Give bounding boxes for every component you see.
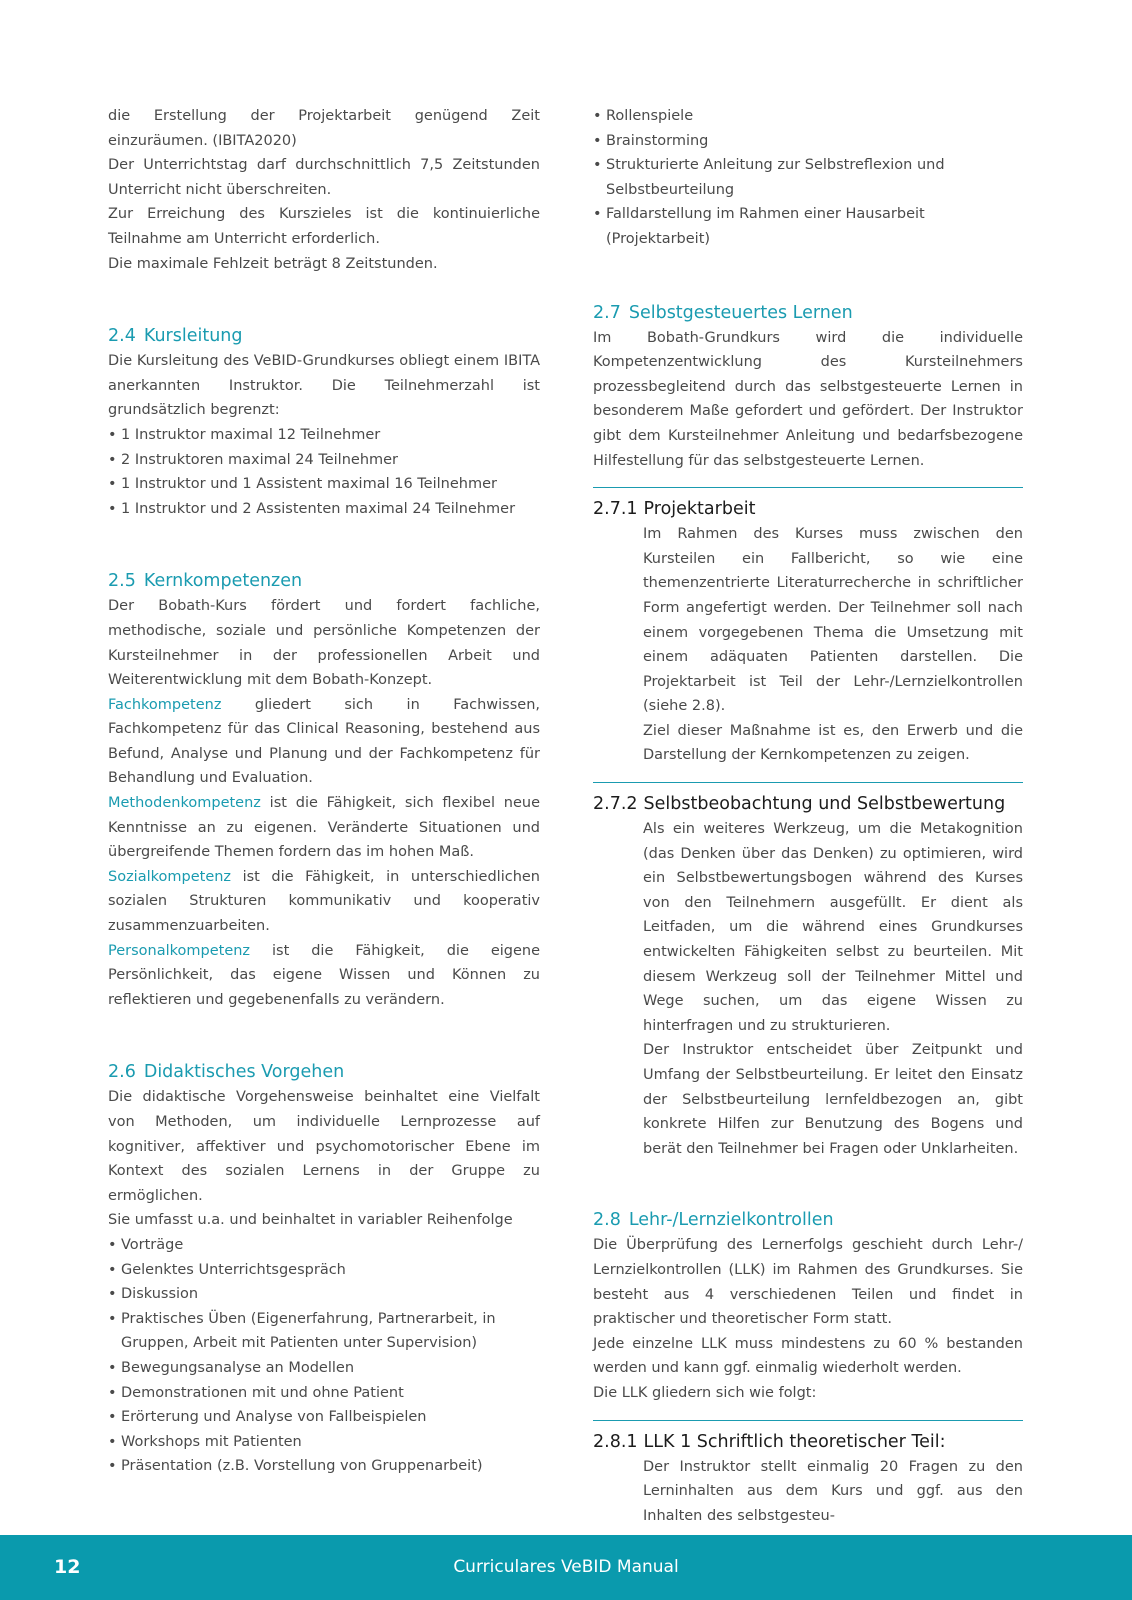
list-item: • Gelenktes Unterrichtsgespräch [108,1258,540,1283]
section-paragraph: Jede einzelne LLK muss mindestens zu 60 % bestanden werden und kann ggf. einmalig wiederholt werden. [593,1335,1023,1377]
keyword-methodenkompetenz: Methodenkompetenz [108,795,261,812]
keyword-fachkompetenz: Fachkompetenz [108,696,222,713]
section-paragraph: Im Rahmen des Kurses muss zwischen den Kursteilen ein Fallbericht, so wie eine themenzentrierte Literaturrecherche in schriftlicher Form angefertigt werden. Der Teilnehmer soll nach einem vorgegebenen Thema die Umsetzung mit einem adäquaten Patienten darstellen. Die Projektarbeit ist Teil der Lehr-/Lernzielkontrollen (siehe 2.8). [643,526,1023,715]
subsection-heading-2-7-1: 2.7.1 Projektarbeit [593,499,756,520]
list-item: • 1 Instruktor und 1 Assistent maximal 16 Teilnehmer [108,472,540,497]
page-number: 12 [54,1556,81,1578]
section-paragraph: Als ein weiteres Werkzeug, um die Metakognition (das Denken über das Denken) zu optimieren, wird ein Selbstbewertungsbogen während des Kurses von den Teilnehmern ausgefüllt. Er dient als Leitfaden, um die während eines Grundkurses entwickelten Fähigkeiten selbst zu beurteilen. Mit diesem Werkzeug soll der Teilnehmer Mittel und Wege suchen, um das eigene Wissen zu hinterfragen und zu strukturieren. [643,821,1023,1034]
list-item: • Brainstorming [593,129,1023,154]
competence-paragraph: Personalkompetenz ist die Fähigkeit, die eigene Persönlichkeit, das eigene Wissen und Können zu reflektieren und gegebenenfalls zu verändern. [108,942,540,1008]
intro-paragraph: Die maximale Fehlzeit beträgt 8 Zeitstunden. [108,255,438,272]
right-column [593,104,1023,1528]
keyword-personalkompetenz: Personalkompetenz [108,942,251,959]
subsection-2-7-2 [593,782,1023,1161]
list-item: • 1 Instruktor und 2 Assistenten maximal 24 Teilnehmer [108,497,540,522]
section-paragraph: Die LLK gliedern sich wie folgt: [593,1384,817,1401]
section-heading-2-8: 2.8 Lehr-/Lernzielkontrollen [593,1210,834,1231]
list-item: • Workshops mit Patienten [108,1430,540,1455]
list-item: • Bewegungsanalyse an Modellen [108,1356,540,1381]
methods-list [108,1233,540,1479]
list-item: • Diskussion [108,1282,540,1307]
subsection-body [643,1455,1023,1529]
section-paragraph: Die Kursleitung des VeBID-Grundkurses obliegt einem IBITA anerkannten Instruktor. Die Teilnehmerzahl ist grundsätzlich begrenzt: [108,353,540,419]
section-heading-2-6: 2.6 Didaktisches Vorgehen [108,1062,345,1083]
competence-paragraph: Methodenkompetenz ist die Fähigkeit, sich flexibel neue Kenntnisse an zu eigenen. Veränderte Situationen und übergreifende Themen fordern das im hohen Maß. [108,795,540,861]
intro-paragraph: die Erstellung der Projektarbeit genügend Zeit einzuräumen. (IBITA2020) [108,108,540,149]
subsection-heading-2-8-1: 2.8.1 LLK 1 Schriftlich theoretischer Teil: [593,1431,946,1452]
list-item: • Erörterung und Analyse von Fallbeispielen [108,1405,540,1430]
section-heading-2-4: 2.4 Kursleitung [108,326,243,347]
list-item: • 2 Instruktoren maximal 24 Teilnehmer [108,448,540,473]
list-item: • Vorträge [108,1233,540,1258]
list-item: • Strukturierte Anleitung zur Selbstreflexion und Selbstbeurteilung [593,153,1023,202]
section-paragraph: Die didaktische Vorgehensweise beinhaltet eine Vielfalt von Methoden, um individuelle Lernprozesse auf kognitiver, affektiver und psychomotorischer Ebene im Kontext des sozialen Lernens in der Gruppe zu ermöglichen. [108,1089,540,1204]
competence-paragraph: Fachkompetenz gliedert sich in Fachwissen, Fachkompetenz für das Clinical Reasoning, bestehend aus Befund, Analyse und Planung und der Fachkompetenz für Behandlung und Evaluation. [108,696,540,787]
intro-paragraph: Der Unterrichtstag darf durchschnittlich 7,5 Zeitstunden Unterricht nicht überschreiten. [108,157,540,198]
subsection-body [643,817,1023,1161]
competence-paragraph: Sozialkompetenz ist die Fähigkeit, in unterschiedlichen sozialen Strukturen kommunikativ und kooperativ zusammenzuarbeiten. [108,868,540,935]
section-paragraph: Der Instruktor entscheidet über Zeitpunkt und Umfang der Selbstbeurteilung. Er leitet den Einsatz der Selbstbeurteilung lernfeldbezogen an, gibt konkrete Hilfen zur Benutzung des Bogens und berät den Teilnehmer bei Fragen oder Unklarheiten. [643,1042,1023,1157]
list-item: • Praktisches Üben (Eigenerfahrung, Partnerarbeit, in Gruppen, Arbeit mit Patienten unter Supervision) [108,1307,540,1356]
subsection-2-8-1 [593,1420,1023,1529]
list-item: • Präsentation (z.B. Vorstellung von Gruppenarbeit) [108,1454,540,1479]
keyword-sozialkompetenz: Sozialkompetenz [108,868,232,885]
intro-paragraph: Zur Erreichung des Kurszieles ist die kontinuierliche Teilnahme am Unterricht erforderlich. [108,206,540,247]
section-paragraph: Im Bobath-Grundkurs wird die individuelle Kompetenzentwicklung des Kursteilnehmers prozessbegleitend durch das selbstgesteuerte Lernen in besonderem Maße gefordert und gefördert. Der Instruktor gibt dem Kursteilnehmer Anleitung und bedarfsbezogene Hilfestellung für das selbstgesteuerte Lernen. [593,329,1023,469]
section-heading-2-5: 2.5 Kernkompetenzen [108,571,303,592]
left-column [108,104,540,1479]
subsection-heading-2-7-2: 2.7.2 Selbstbeobachtung und Selbstbewertung [593,794,1006,815]
section-paragraph: Die Überprüfung des Lernerfolgs geschieht durch Lehr-/ Lernzielkontrollen (LLK) im Rahmen des Grundkurses. Sie besteht aus 4 verschiedenen Teilen und findet in praktischer und theoretischer Form statt. [593,1237,1023,1328]
footer-title: Curriculares VeBID Manual [453,1557,679,1577]
subsection-body [643,522,1023,768]
section-heading-2-7: 2.7 Selbstgesteuertes Lernen [593,302,853,323]
section-paragraph: Ziel dieser Maßnahme ist es, den Erwerb und die Darstellung der Kernkompetenzen zu zeigen. [643,722,1023,764]
list-item: • Falldarstellung im Rahmen einer Hausarbeit (Projektarbeit) [593,202,1023,251]
methods-list-continued [593,104,1023,252]
list-item: • 1 Instruktor maximal 12 Teilnehmer [108,423,540,448]
section-paragraph: Sie umfasst u.a. und beinhaltet in variabler Reihenfolge [108,1212,513,1229]
section-paragraph: Der Instruktor stellt einmalig 20 Fragen zu den Lerninhalten aus dem Kurs und ggf. aus den Inhalten des selbstgesteu- [643,1458,1023,1524]
list-item: • Rollenspiele [593,104,1023,129]
list-item: • Demonstrationen mit und ohne Patient [108,1381,540,1406]
instructor-list [108,423,540,521]
page-footer [0,1535,1132,1600]
section-paragraph: Der Bobath-Kurs fördert und fordert fachliche, methodische, soziale und persönliche Kompetenzen der Kursteilnehmer in der professionellen Arbeit und Weiterentwicklung mit dem Bobath-Konzept. [108,598,540,689]
subsection-2-7-1 [593,487,1023,768]
